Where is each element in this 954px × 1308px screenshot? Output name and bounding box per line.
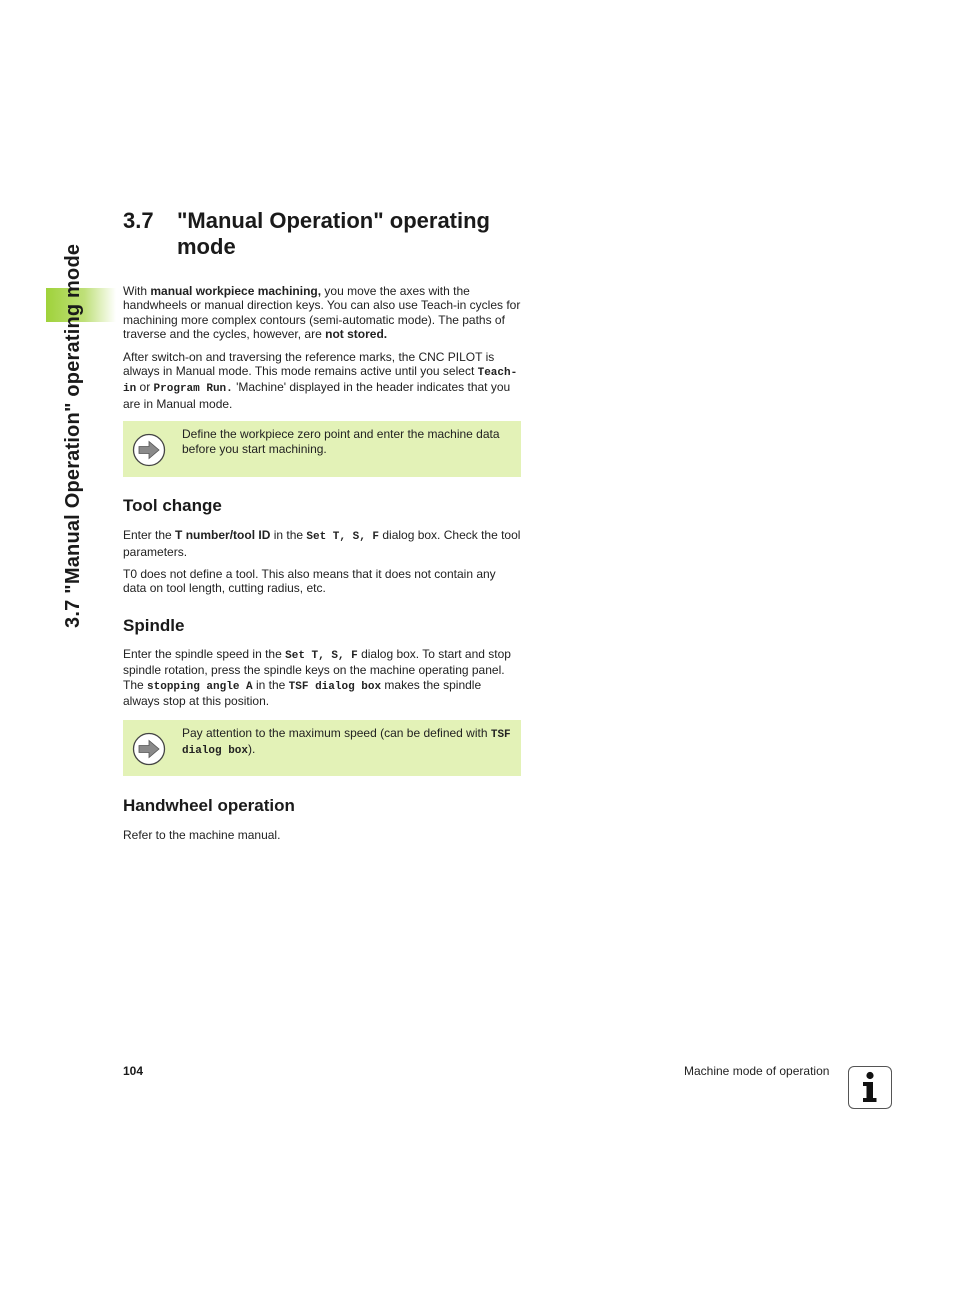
text-run: Enter the spindle speed in the — [123, 646, 286, 661]
text-run: After switch-on and traversing the reference marks, the CNC PILOT is always in Manual mode. This mode remains active until you select — [123, 349, 495, 379]
section-title: "Manual Operation" operating mode — [177, 208, 490, 259]
intro-paragraph-2 — [123, 350, 521, 412]
note-1-text: Define the workpiece zero point and enter the machine data before you start machining. — [182, 427, 500, 456]
info-i-glyph — [849, 1067, 890, 1107]
page-number: 104 — [123, 1064, 144, 1078]
note-2-text — [182, 726, 511, 759]
code-term: Program Run. — [153, 383, 233, 396]
note-box-2 — [123, 720, 521, 776]
text-run: makes the spindle always stop at this position. — [123, 677, 482, 709]
intro-paragraph-1 — [123, 284, 521, 342]
spindle-paragraph-1 — [123, 647, 521, 709]
code-term: stopping angle A — [147, 680, 253, 693]
page-title — [123, 208, 521, 260]
footer-section-name: Machine mode of operation — [684, 1064, 830, 1078]
text-run: in the — [252, 677, 289, 692]
text-run: Pay attention to the maximum speed (can be defined with — [182, 725, 491, 740]
heading-handwheel: Handwheel operation — [123, 795, 295, 815]
arrow-right-icon — [132, 732, 166, 766]
heading-tool-change: Tool change — [123, 496, 222, 516]
tool-change-paragraph-2: T0 does not define a tool. This also means that it does not contain any data on tool length, cutting radius, etc. — [123, 567, 496, 596]
bold-term: not stored. — [325, 327, 388, 342]
handwheel-paragraph-1: Refer to the machine manual. — [123, 827, 281, 842]
text-run: dialog box. Check the tool parameters. — [123, 528, 521, 559]
text-run: With — [123, 284, 151, 298]
code-term: Teach-in — [123, 367, 518, 396]
code-term: TSF dialog box — [288, 680, 382, 693]
text-run: you move the axes with the handwheels or manual direction keys. You can also use Teach-in cycles for machining more complex contours (semi-automatic mode). The paths of traverse and the cycles, however, are — [123, 284, 521, 342]
text-run: Enter the — [123, 528, 176, 543]
section-number: 3.7 — [123, 208, 154, 233]
note-box-1 — [123, 421, 521, 477]
code-term: TSF dialog box — [182, 728, 511, 757]
main-content — [123, 208, 521, 842]
bold-term: manual workpiece machining, — [150, 284, 322, 298]
text-run: or — [136, 380, 154, 395]
text-run: in the — [270, 528, 307, 543]
heading-spindle: Spindle — [123, 615, 185, 635]
tool-change-paragraph-1 — [123, 528, 521, 559]
info-i-icon — [848, 1066, 892, 1109]
text-run: dialog box. To start and stop spindle rotation, press the spindle keys on the machine operating panel. The — [123, 646, 511, 692]
side-section-title-text: 3.7 "Manual Operation" operating mode — [62, 243, 84, 628]
arrow-right-icon — [132, 433, 166, 467]
bold-term: T number/tool ID — [175, 528, 271, 543]
side-section-title — [62, 0, 102, 628]
text-run: 'Machine' displayed in the header indicates that you are in Manual mode. — [123, 380, 511, 411]
code-term: Set T, S, F — [285, 649, 358, 662]
code-term: Set T, S, F — [306, 531, 380, 544]
text-run: ). — [248, 741, 256, 756]
